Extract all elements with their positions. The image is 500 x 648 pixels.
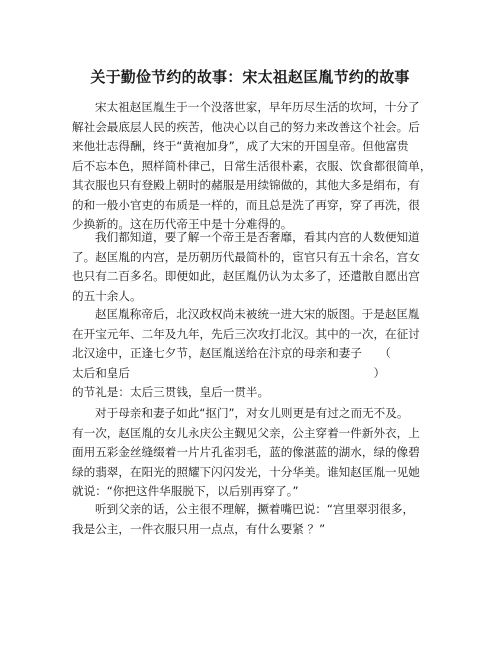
paragraph-1 <box>72 98 432 235</box>
text-line: 其衣服也只有登殿上朝时的赭服是用续锦做的，其他大多是绢布，有 <box>72 178 420 192</box>
paragraph-5 <box>72 500 432 539</box>
text-line: 太后和皇后 ） <box>72 365 386 380</box>
text-line: 绿的翡翠，在阳光的照耀下闪闪发光，十分华美。谁知赵匡胤一见她 <box>72 464 420 479</box>
paragraph-3 <box>72 305 432 403</box>
paragraph-4 <box>72 404 432 502</box>
text-line: 后不忘本色，照样简朴律己，日常生活很朴素，衣服、饮食都很简单， <box>72 158 432 173</box>
document-title: 关于勤俭节约的故事：宋太祖赵匡胤节约的故事 <box>90 68 410 86</box>
text-line: 赵匡胤称帝后，北汉政权尚未被统一进大宋的版图。于是赵匡胤 <box>95 307 420 321</box>
text-line: 的五十余人。 <box>72 288 142 303</box>
text-line: 的节礼是：太后三贯钱，皇后一贯半。 <box>72 385 270 399</box>
text-line: 有一次，赵匡胤的女儿永庆公主觐见父亲，公主穿着一件新外衣，上 <box>72 425 420 440</box>
text-line: 北汉途中，正逢七夕节，赵匡胤送给在汴京的母亲和妻子 （ <box>72 346 391 360</box>
text-line: 我们都知道，要了解一个帝王是否奢靡，看其内宫的人数便知道 <box>95 230 420 244</box>
text-line: 就说：“你把这件华服脱下，以后别再穿了。” <box>72 484 299 498</box>
text-line: 宋太祖赵匡胤生于一个没落世家，早年历尽生活的坎坷，十分了 <box>95 100 420 114</box>
text-line: 解社会最底层人民的疾苦，他决心以自己的努力来改善这个社会。后 <box>72 119 420 134</box>
text-line: 听到父亲的话，公主很不理解，撅着嘴巴说：“宫里翠羽很多， <box>95 502 415 516</box>
text-line: 来他壮志得酬，终于“黄袍加身”，成了大宋的开国皇帝。但他富贵 <box>72 139 409 153</box>
text-line: 我是公主，一件衣服只用一点点，有什么要紧 ？” <box>72 521 326 536</box>
text-line: 对于母亲和妻子如此“抠门”，对女儿则更是有过之而无不及。 <box>95 406 409 420</box>
text-line: 面用五彩金丝缝缀着一片片孔雀羽毛，蓝的像湛蓝的湖水，绿的像碧 <box>72 445 420 459</box>
text-line: 也只有二百多名。即便如此，赵匡胤仍认为太多了，还遣散自愿出宫 <box>72 269 420 283</box>
text-line: 的和一般小官吏的布质是一样的，而且总是洗了再穿，穿了再洗，很 <box>72 197 420 212</box>
text-line: 了。赵匡胤的内宫，是历朝历代最简朴的，宦官只有五十余名，宫女 <box>72 249 420 264</box>
paragraph-2 <box>72 228 432 306</box>
text-line: 在开宝元年、二年及九年，先后三次攻打北汉。其中的一次，在征讨 <box>72 326 420 341</box>
text-line: 少换新的。这在历代帝王中是十分难得的。 <box>72 217 293 231</box>
